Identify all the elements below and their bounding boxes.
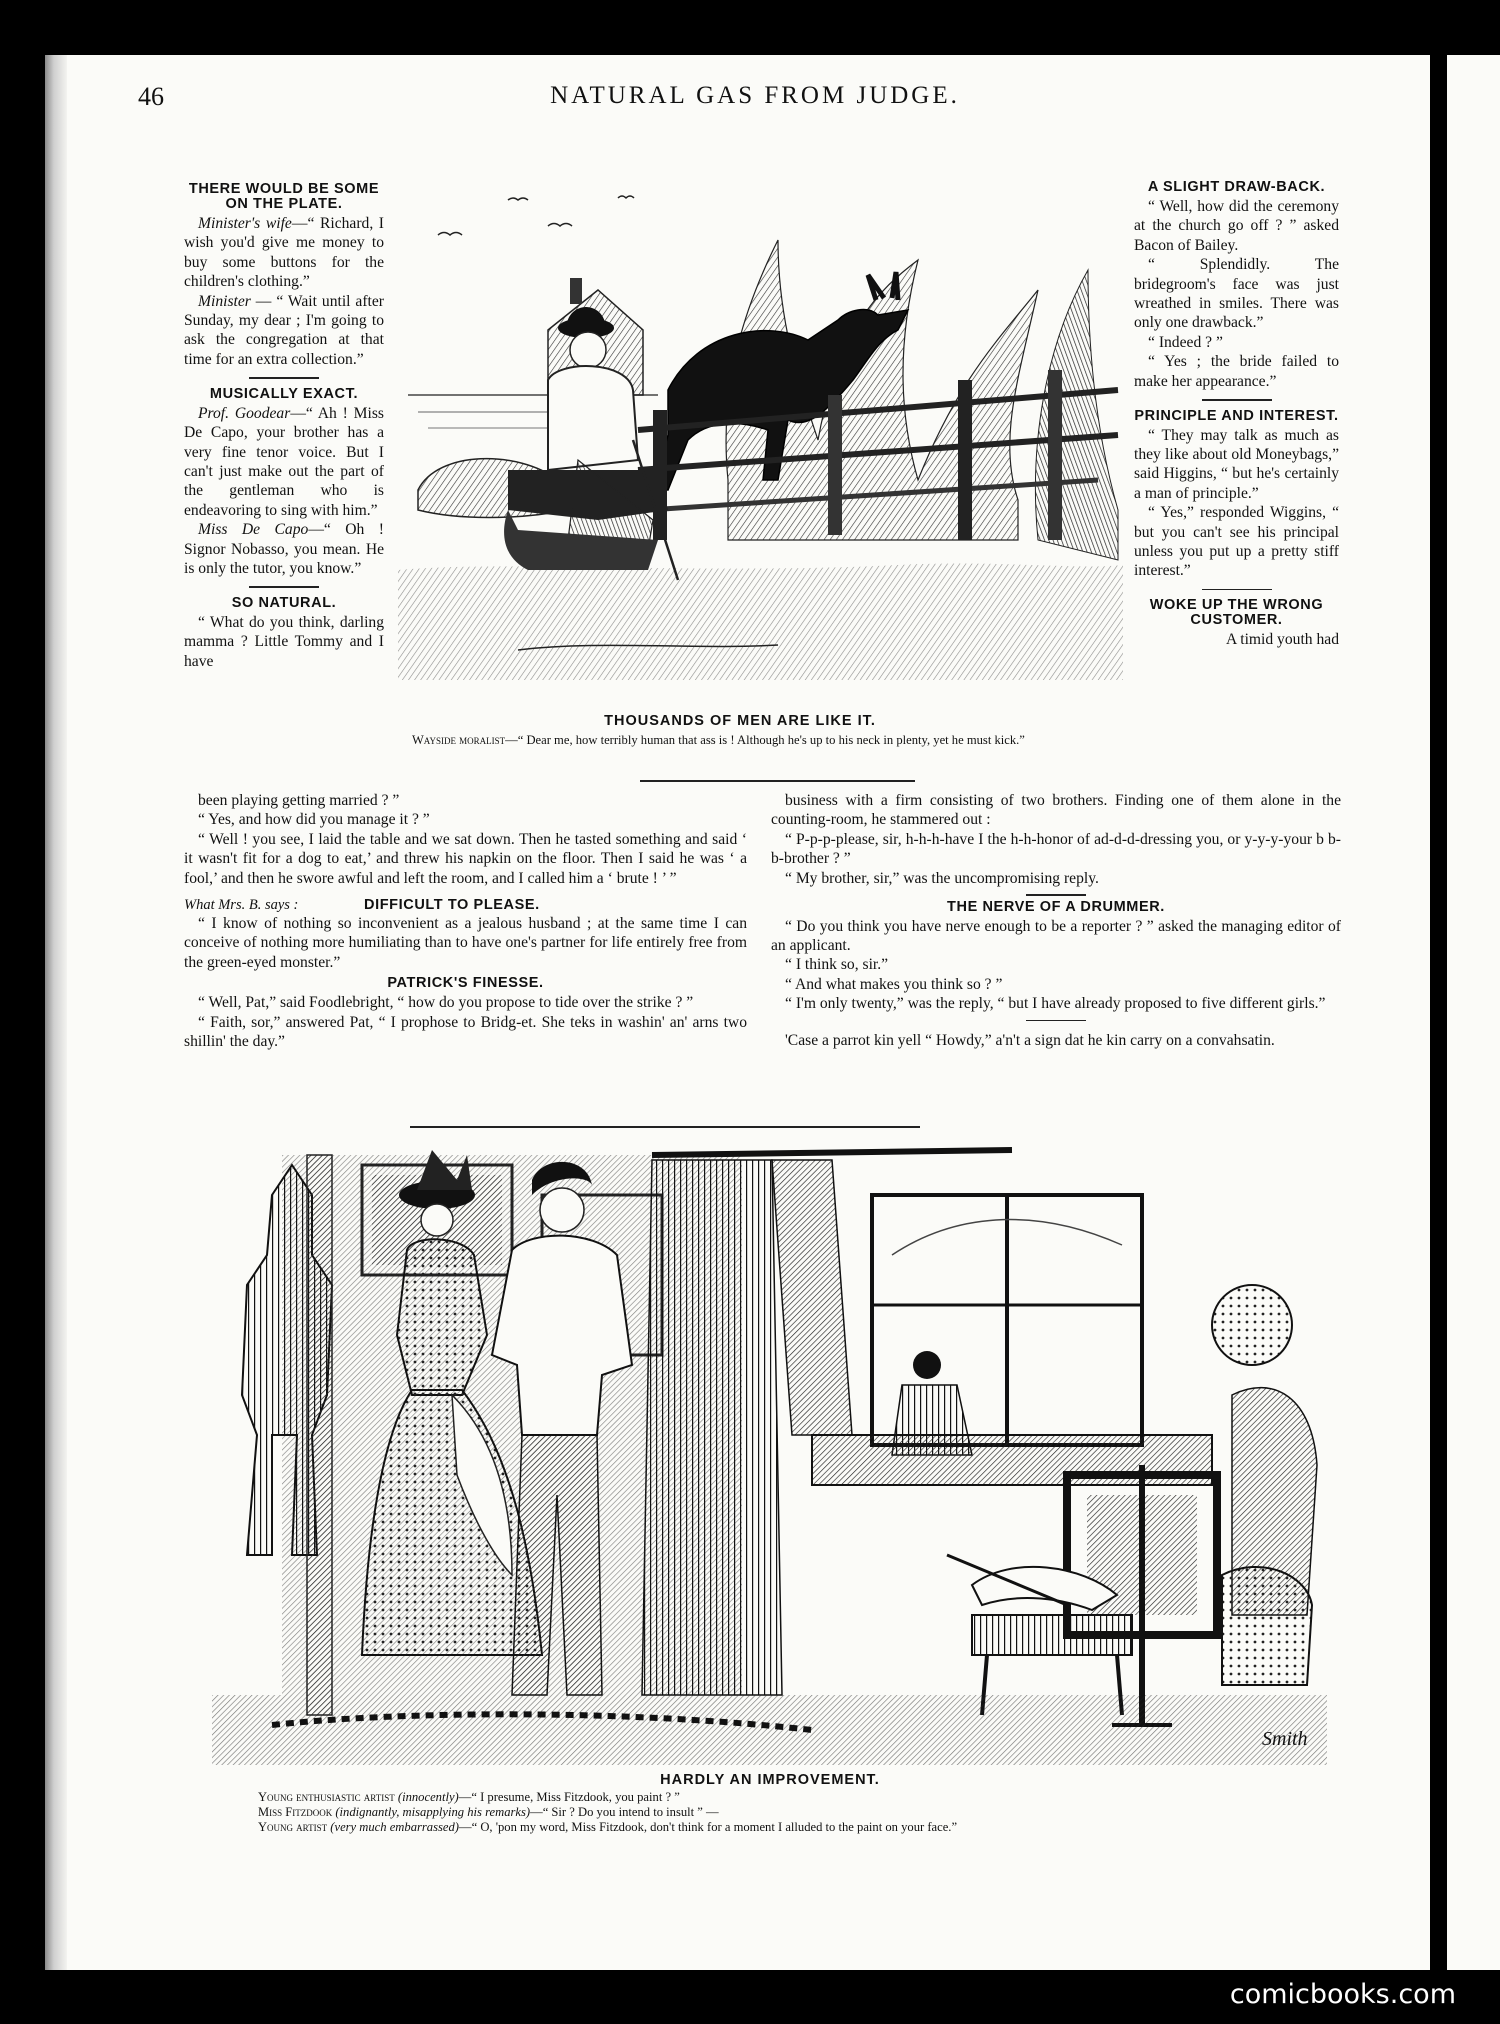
paragraph: A timid youth had bbox=[1225, 631, 1339, 649]
dialogue: —“ Ah ! Miss De Capo, your brother has a very fine tenor voice. But I can't just make out the part of the gentleman who is endeavoring to sing with him.” bbox=[184, 404, 385, 519]
paragraph: “ Splendidly. The bridegroom's face was just wreathed in smiles. There was only one drawback.” bbox=[1134, 256, 1339, 332]
paragraph: “ Yes,” responded Wiggins, “ but you can't see his principal unless you put up a pretty stiff interest.” bbox=[1134, 504, 1339, 580]
caption-line bbox=[258, 1805, 1338, 1820]
heading-customer: WOKE UP THE WRONG CUSTOMER. bbox=[1149, 597, 1324, 629]
heading-drawback: A SLIGHT DRAW-BACK. bbox=[1147, 179, 1326, 195]
illustration-caption bbox=[398, 733, 1118, 748]
divider bbox=[1026, 1020, 1086, 1022]
stage-direction: (very much embarrassed) bbox=[330, 1820, 459, 1834]
caption-line bbox=[258, 1790, 1338, 1805]
paragraph: business with a firm consisting of two brothers. Finding one of them alone in the counting-room, he stammered out : bbox=[771, 792, 1341, 829]
divider bbox=[1202, 399, 1272, 401]
stage-direction: (indignantly, misapplying his remarks) bbox=[335, 1805, 531, 1819]
heading-principle: PRINCIPLE AND INTEREST. bbox=[1134, 407, 1339, 424]
speaker: Miss De Capo bbox=[198, 521, 309, 539]
paragraph: “ And what makes you think so ? ” bbox=[785, 975, 1003, 993]
heading-difficult: DIFFICULT TO PLEASE. bbox=[364, 897, 540, 914]
illustration-caption bbox=[258, 1790, 1338, 1835]
lower-right-text bbox=[771, 791, 1341, 1050]
divider bbox=[1026, 894, 1086, 896]
speaker: Miss Fitzdook bbox=[258, 1805, 333, 1819]
paragraph: “ Well ! you see, I laid the table and we sat down. Then he tasted something and said ‘ it wasn't fit for a dog to eat,’ and threw his napkin on the floor. Then I said he was ‘ a fool,’ and then he swore awful and left the room, and I called him a ‘ brute ! ’ ” bbox=[184, 830, 747, 887]
divider bbox=[249, 586, 319, 588]
section-rule bbox=[640, 780, 915, 782]
paragraph: “ I think so, sir.” bbox=[785, 956, 889, 974]
heading-natural: SO NATURAL. bbox=[231, 594, 337, 611]
caption-text: —“ Sir ? Do you intend to insult ” — bbox=[530, 1805, 719, 1819]
dialogue: —“ Oh ! Signor Nobasso, you mean. He is only the tutor, you know.” bbox=[184, 521, 384, 577]
next-page-edge bbox=[1447, 55, 1500, 1970]
caption-text: —“ I presume, Miss Fitzdook, you paint ? ” bbox=[458, 1790, 680, 1804]
engraving-donkey-scene bbox=[398, 180, 1123, 680]
page-header bbox=[0, 82, 1500, 122]
paragraph: been playing getting married ? ” bbox=[198, 792, 400, 809]
speaker: Prof. Goodear bbox=[198, 404, 291, 422]
dialogue: — “ Wait until after Sunday, my dear ; I'm going to ask the congregation at that time for an extra collection.” bbox=[184, 292, 384, 368]
paragraph: “ I'm only twenty,” was the reply, “ but I have already proposed to five different girls.” bbox=[785, 995, 1326, 1013]
dialogue: “ What do you think, darling mamma ? Little Tommy and I have bbox=[184, 613, 384, 670]
paragraph: “ Faith, sor,” answered Pat, “ I prophose to Bridg-et. She teks in washin' an' arns two shillin' the day.” bbox=[184, 1013, 747, 1051]
site-watermark: comicbooks.com bbox=[1229, 1979, 1456, 2010]
paragraph: “ Well, how did the ceremony at the church go off ? ” asked Bacon of Bailey. bbox=[1134, 198, 1339, 254]
paragraph: “ Do you think you have nerve enough to be a reporter ? ” asked the managing editor of an applicant. bbox=[771, 917, 1341, 954]
divider bbox=[1202, 589, 1272, 591]
paragraph: “ P-p-p-please, sir, h-h-h-have I the h-h-honor of ad-d-d-dressing you, or y-y-y-your b b-b-brother ? ” bbox=[771, 830, 1341, 868]
section-rule bbox=[410, 1126, 920, 1128]
illustration-title: THOUSANDS OF MEN ARE LIKE IT. bbox=[604, 713, 876, 729]
heading-finesse: PATRICK'S FINESSE. bbox=[387, 975, 544, 992]
paragraph: “ Indeed ? ” bbox=[1148, 333, 1223, 351]
illustration-artist-studio bbox=[212, 1135, 1327, 1765]
page-number: 46 bbox=[138, 82, 164, 111]
paragraph: “ My brother, sir,” was the uncompromising reply. bbox=[785, 869, 1099, 887]
heading-drummer: THE NERVE OF A DRUMMER. bbox=[947, 898, 1165, 915]
byline: What Mrs. B. says : bbox=[184, 897, 299, 914]
illustration-title: HARDLY AN IMPROVEMENT. bbox=[660, 1772, 880, 1788]
left-column bbox=[184, 182, 384, 671]
caption-text: —“ O, 'pon my word, Miss Fitzdook, don't think for a moment I alluded to the paint on your face.” bbox=[458, 1820, 958, 1834]
illustration-wayside-moralist bbox=[398, 180, 1123, 680]
paragraph: “ I know of nothing so inconvenient as a jealous husband ; at the same time I can conceive of nothing more humiliating than to have one's partner for life entirely free from the green-eyed monster.” bbox=[184, 915, 747, 971]
heading-plate: THERE WOULD BE SOME ON THE PLATE. bbox=[188, 181, 380, 212]
lower-left-text bbox=[184, 791, 747, 1051]
paragraph: “ Yes, and how did you manage it ? ” bbox=[198, 811, 430, 829]
paragraph: 'Case a parrot kin yell “ Howdy,” a'n't a sign dat he kin carry on a convahsatin. bbox=[785, 1032, 1275, 1050]
caption-line bbox=[258, 1820, 1338, 1835]
divider bbox=[249, 377, 319, 379]
book-spine-shadow bbox=[45, 55, 67, 1970]
speaker: Young enthusiastic artist bbox=[258, 1790, 395, 1804]
paragraph: “ They may talk as much as they like about old Moneybags,” said Higgins, “ but he's certainly a man of principle.” bbox=[1134, 426, 1339, 502]
engraving-studio-scene bbox=[212, 1135, 1327, 1765]
running-title: NATURAL GAS FROM JUDGE. bbox=[550, 82, 960, 109]
artist-signature: Smith bbox=[1262, 1728, 1308, 1750]
paragraph: “ Yes ; the bride failed to make her appearance.” bbox=[1134, 353, 1339, 390]
speaker: Minister's wife bbox=[198, 215, 292, 232]
paragraph: “ Well, Pat,” said Foodlebright, “ how do you propose to tide over the strike ? ” bbox=[198, 994, 694, 1012]
speaker: Minister bbox=[198, 292, 251, 310]
heading-musical: MUSICALLY EXACT. bbox=[209, 385, 359, 402]
caption-text: —“ Dear me, how terribly human that ass is ! Although he's up to his neck in plenty, yet he must kick.” bbox=[505, 733, 1025, 747]
stage-direction: (innocently) bbox=[397, 1790, 459, 1804]
dialogue: —“ Richard, I wish you'd give me money to buy some buttons for the children's clothing.” bbox=[184, 215, 385, 291]
speaker: Young artist bbox=[258, 1820, 328, 1834]
right-column bbox=[1134, 180, 1339, 650]
speaker: Wayside moralist bbox=[412, 733, 506, 747]
